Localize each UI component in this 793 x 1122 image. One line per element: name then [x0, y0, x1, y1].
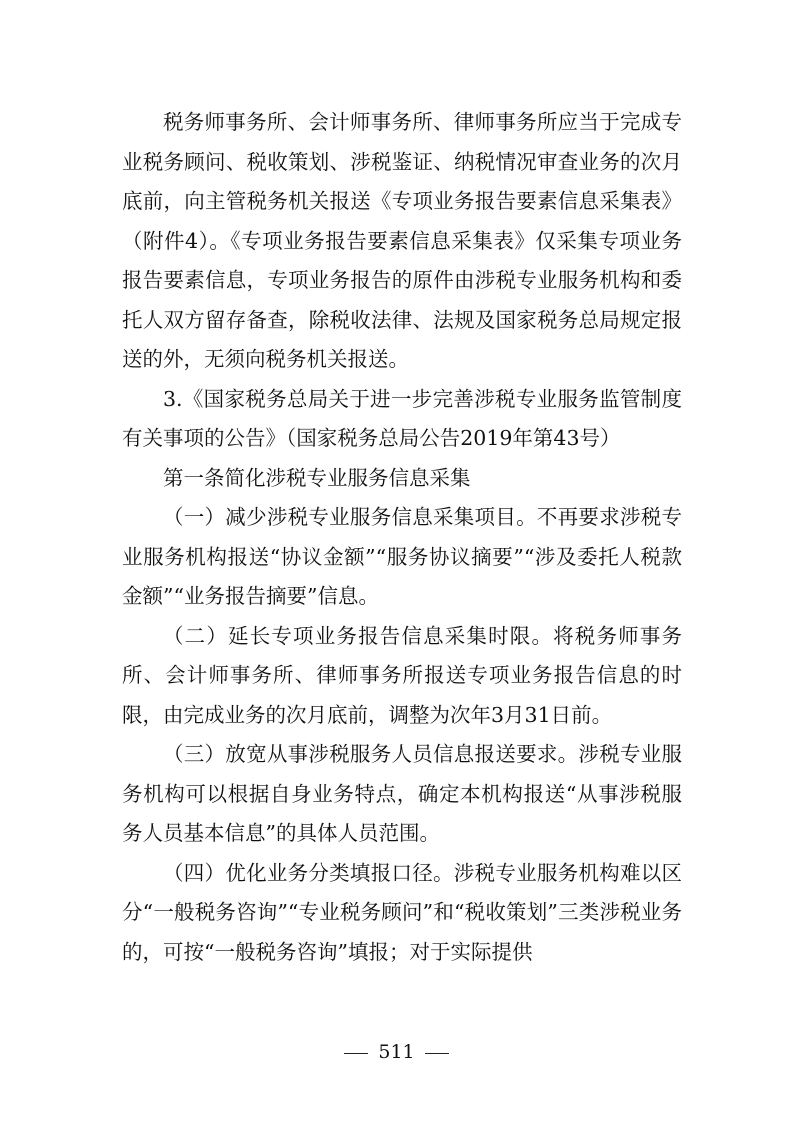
- page-number: 511: [378, 1041, 415, 1063]
- paragraph-article-one: 第一条简化涉税专业服务信息采集: [163, 465, 471, 490]
- paragraph-item-two: （二）延长专项业务报告信息采集时限。将税务师事务所、会计师事务所、律师事务所报送专项业务报告信息的时限，由完成业务的次月底前，调整为次年3月31日前。: [122, 623, 682, 727]
- page-footer: [0, 1040, 793, 1064]
- paragraph-item-four: （四）优化业务分类填报口径。涉税专业服务机构难以区分“一般税务咨询”“专业税务顾问”和“税收策划”三类涉税业务的，可按“一般税务咨询”填报；对于实际提供: [122, 860, 682, 964]
- paragraph-announcement-title: 3.《国家税务总局关于进一步完善涉税专业服务监管制度有关事项的公告》（国家税务总局公告2019年第43号）: [122, 386, 682, 450]
- footer-dash-left: [344, 1053, 368, 1054]
- body-text: [122, 103, 682, 972]
- footer-dash-right: [425, 1053, 449, 1054]
- paragraph-item-three: （三）放宽从事涉税服务人员信息报送要求。涉税专业服务机构可以根据自身业务特点，确定本机构报送“从事涉税服务人员基本信息”的具体人员范围。: [122, 742, 682, 845]
- paragraph-item-one: （一）减少涉税专业服务信息采集项目。不再要求涉税专业服务机构报送“协议金额”“服务协议摘要”“涉及委托人税款金额”“业务报告摘要”信息。: [122, 505, 682, 608]
- paragraph-report-submission: 税务师事务所、会计师事务所、律师事务所应当于完成专业税务顾问、税收策划、涉税鉴证、纳税情况审查业务的次月底前，向主管税务机关报送《专项业务报告要素信息采集表》（附件4）。《专项业务报告要素信息采集表》仅采集专项业务报告要素信息，专项业务报告的原件由涉税专业服务机构和委托人双方留存备查，除税收法律、法规及国家税务总局规定报送的外，无须向税务机关报送。: [122, 110, 682, 371]
